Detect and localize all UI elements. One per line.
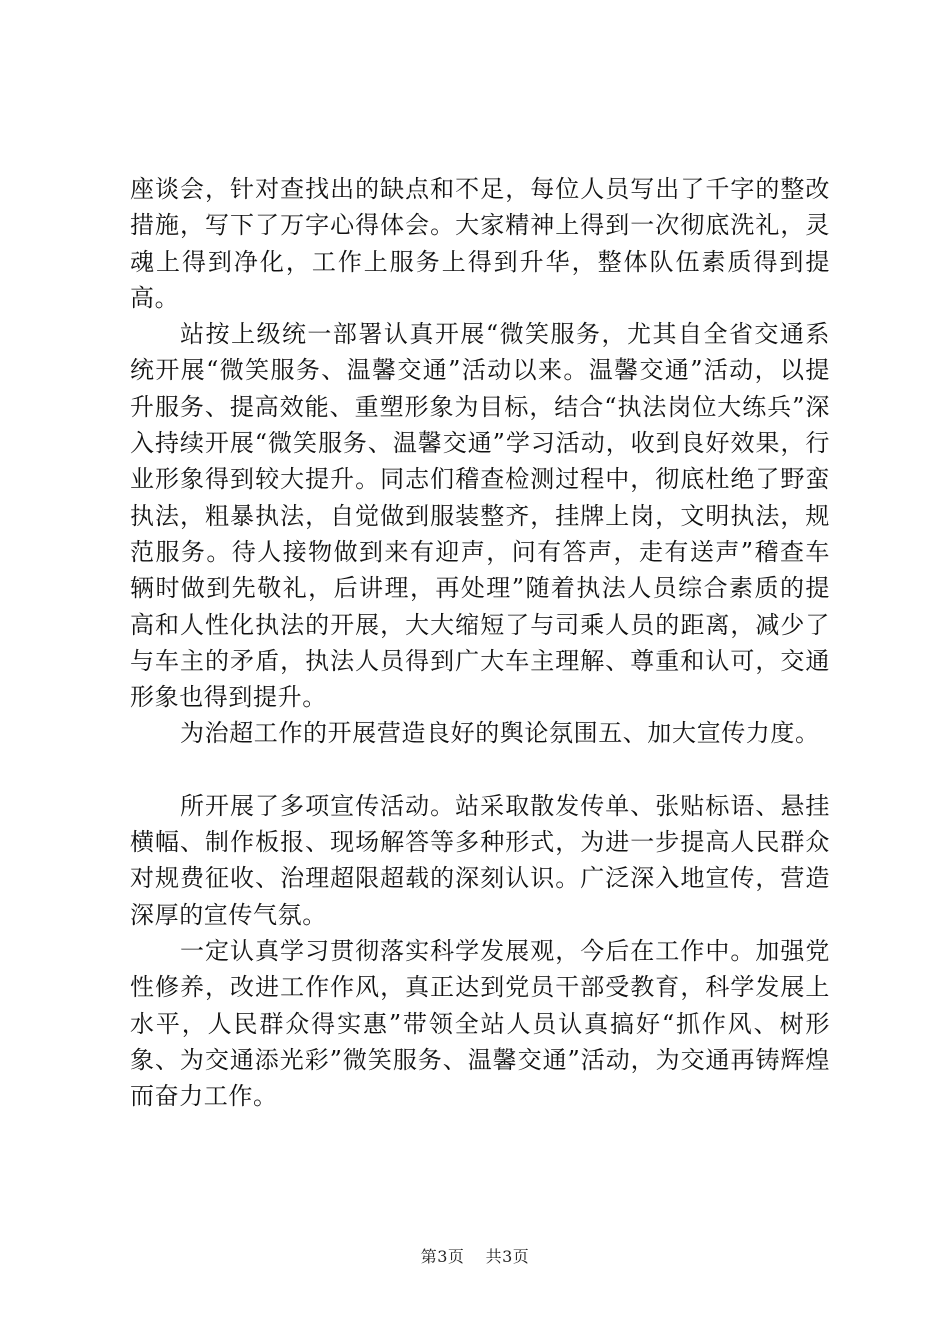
paragraph-1: 座谈会，针对查找出的缺点和不足，每位人员写出了千字的整改措施，写下了万字心得体会。大家精神上得到一次彻底洗礼，灵魂上得到净化，工作上服务上得到升华，整体队伍素质得到提高。 (130, 175, 830, 312)
paragraph-3: 为治超工作的开展营造良好的舆论氛围五、加大宣传力度。 (180, 719, 820, 748)
document-body (130, 171, 830, 1114)
page-total: 共3页 (485, 1247, 530, 1266)
paragraph-5: 一定认真学习贯彻落实科学发展观，今后在工作中。加强党性修养，改进工作作风，真正达到党员干部受教育，科学发展上水平，人民群众得实惠”带领全站人员认真搞好“抓作风、树形象、为交通添光彩”微笑服务、温馨交通”活动，为交通再铸辉煌而奋力工作。 (130, 936, 830, 1111)
page-footer (0, 1244, 950, 1267)
page-number: 第3页 (420, 1247, 465, 1266)
paragraph-4: 所开展了多项宣传活动。站采取散发传单、张贴标语、悬挂横幅、制作板报、现场解答等多种形式，为进一步提高人民群众对规费征收、治理超限超载的深刻认识。广泛深入地宣传，营造深厚的宣传气氛。 (130, 791, 830, 929)
paragraph-2: 站按上级统一部署认真开展“微笑服务，尤其自全省交通系统开展“微笑服务、温馨交通”活动以来。温馨交通”活动，以提升服务、提高效能、重塑形象为目标，结合“执法岗位大练兵”深入持续开展“微笑服务、温馨交通”学习活动，收到良好效果，行业形象得到较大提升。同志们稽查检测过程中，彻底杜绝了野蛮执法，粗暴执法，自觉做到服装整齐，挂牌上岗，文明执法，规范服务。待人接物做到来有迎声，问有答声，走有送声”稽查车辆时做到先敬礼，后讲理，再处理”随着执法人员综合素质的提高和人性化执法的开展，大大缩短了与司乘人员的距离，减少了与车主的矛盾，执法人员得到广大车主理解、尊重和认可，交通形象也得到提升。 (130, 320, 830, 712)
